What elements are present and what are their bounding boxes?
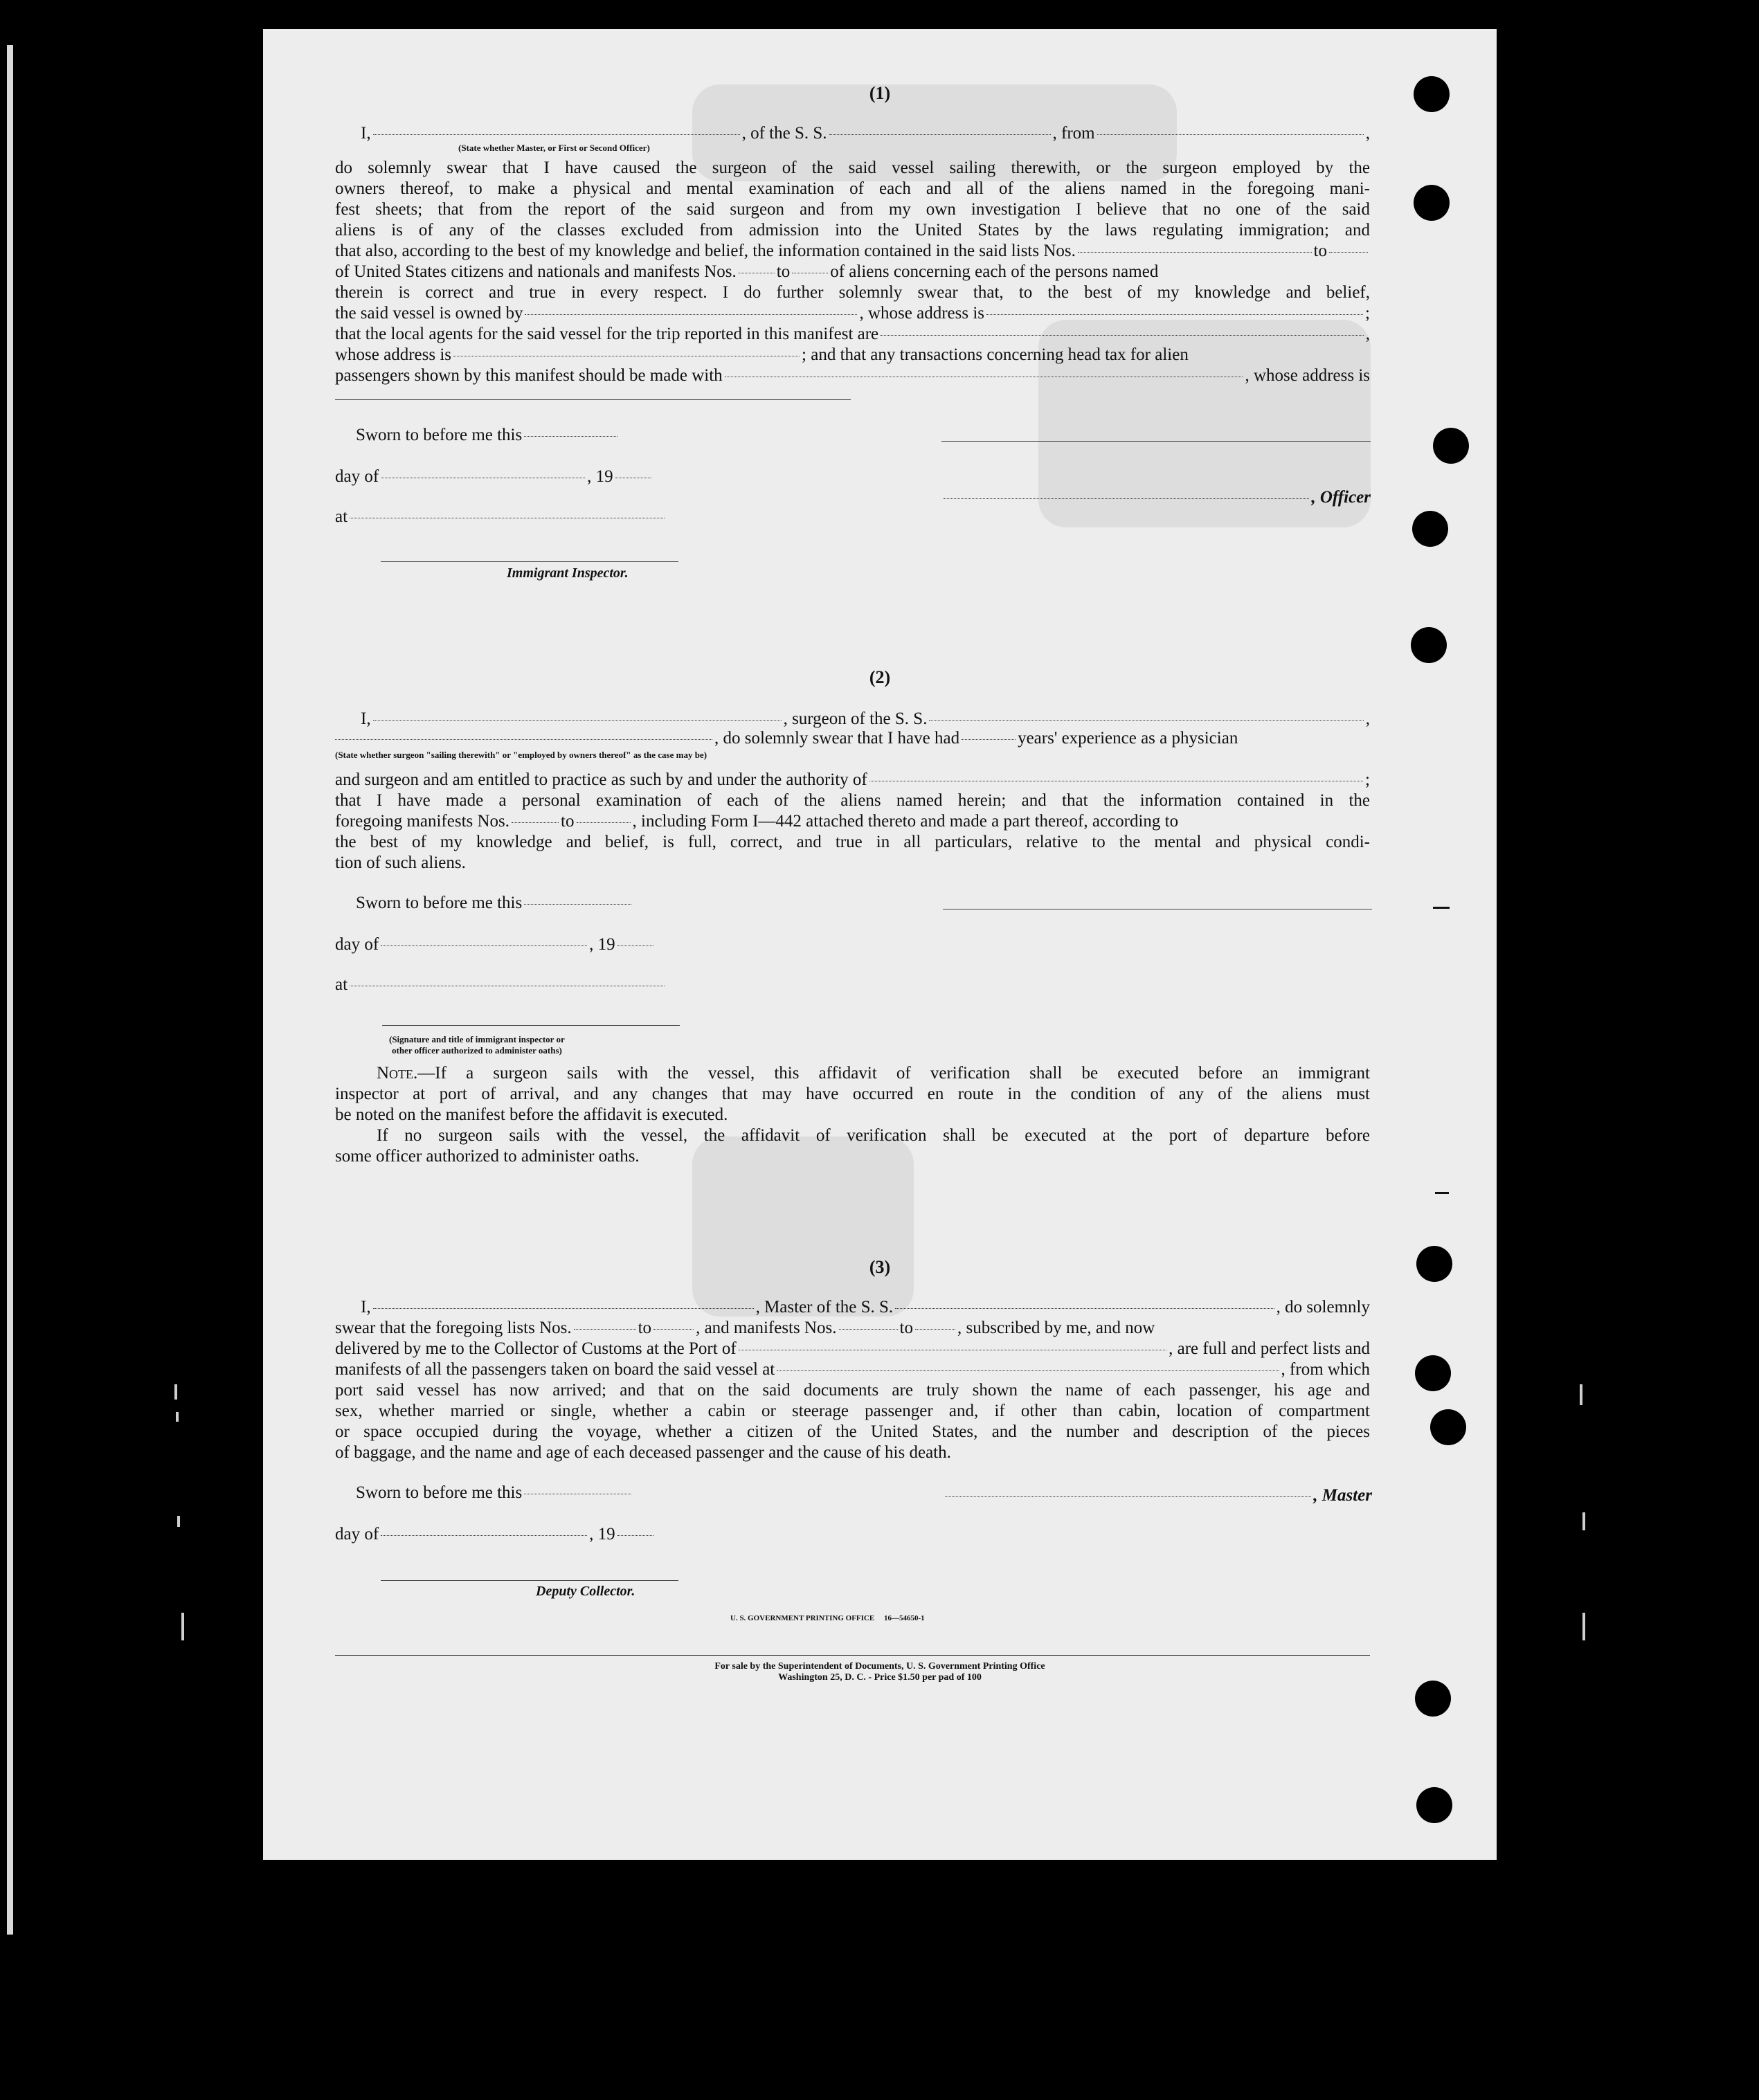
section-1-lists-line: that also, according to the best of my knowledge and belief, the information contained in the said lists Nos. to (335, 241, 1370, 262)
punch-hole (1416, 1787, 1452, 1823)
scan-mark (1580, 1384, 1582, 1405)
officer-note: (State whether Master, or First or Second Officer) (458, 143, 650, 153)
section-3-port-line: delivered by me to the Collector of Customs at the Port of , are full and perfect lists and (335, 1339, 1370, 1358)
master-vessel-field[interactable] (895, 1307, 1274, 1309)
section-3-text-line: of baggage, and the name and age of each deceased passenger and the cause of his death. (335, 1443, 951, 1462)
deputy-collector-label: Deputy Collector. (536, 1584, 635, 1599)
scan-mark (177, 1516, 180, 1527)
head-tax-contact-field[interactable] (725, 376, 1243, 377)
owner-address-field[interactable] (986, 314, 1363, 315)
section-3-boarding-line: manifests of all the passengers taken on board the said vessel at , from which (335, 1360, 1370, 1379)
surgeon-vessel-field[interactable] (929, 719, 1363, 721)
punch-hole (1430, 1409, 1466, 1445)
surgeon-day-field[interactable] (381, 945, 587, 946)
surgeon-note: (State whether surgeon "sailing therewith" or "employed by owners thereof" as the case may be) (335, 750, 707, 760)
section-2-authority-line: and surgeon and am entitled to practice as such by and under the authority of ; (335, 770, 1370, 789)
section-1-manifests-line: of United States citizens and nationals and manifests Nos. to of aliens concerning each of the persons named (335, 262, 1159, 281)
punch-hole (1414, 185, 1450, 221)
section-2-experience-line: , do solemnly swear that I have had years' experience as a physician (335, 728, 1370, 749)
surgeon-place-field[interactable] (350, 985, 665, 986)
officer-signature-field[interactable] (944, 498, 1309, 499)
port-of-arrival-field[interactable] (739, 1349, 1166, 1350)
scan-mark (1582, 1613, 1585, 1640)
section-1-head-tax-line: passengers shown by this manifest should be made with , whose address is (335, 366, 1370, 385)
section-3-lists-line: swear that the foregoing lists Nos. to , and manifests Nos. to , subscribed by me, and now (335, 1319, 1155, 1337)
signature-note-line-2: other officer authorized to administer oaths) (392, 1045, 562, 1056)
section-2-at-line: at (335, 975, 958, 995)
section-3-text-line: or space occupied during the voyage, whether a citizen of the United States, and the number and description of the pieces (335, 1422, 1370, 1441)
agent-address-field[interactable] (453, 355, 800, 356)
printing-office-line: U. S. GOVERNMENT PRINTING OFFICE 16—54650-1 (730, 1614, 925, 1622)
vessel-name-field[interactable] (829, 134, 1051, 135)
year-field[interactable] (615, 477, 651, 478)
sworn-date-field[interactable] (524, 435, 617, 437)
section-2-day-line: day of , 19 (335, 934, 958, 955)
footer-rule (335, 1654, 1370, 1656)
section-1-officer-line: , Officer (941, 487, 1371, 508)
surgeon-year-field[interactable] (617, 945, 653, 946)
surgeon-signature-line[interactable] (943, 908, 1372, 909)
section-1-number: (1) (869, 83, 891, 103)
section-3-number: (3) (869, 1257, 891, 1277)
section-1-owner-line: the said vessel is owned by , whose address is ; (335, 304, 1370, 323)
section-3-text-line: port said vessel has now arrived; and that on the said documents are truly shown the name of each passenger, his age and (335, 1381, 1370, 1400)
scan-edge-strip (7, 45, 13, 1935)
master-lists-to-field[interactable] (653, 1328, 694, 1330)
master-name-field[interactable] (373, 1307, 754, 1309)
note-label: Note. (377, 1064, 418, 1083)
manifests-from-field[interactable] (739, 272, 775, 273)
section-3-master-signature-line: , Master (943, 1485, 1372, 1506)
departure-port-field[interactable] (1097, 134, 1364, 135)
section-1-text-line: owners thereof, to make a physical and mental examination of each and all of the aliens named in the foregoing mani- (335, 179, 1370, 198)
section-3-text-line: sex, whether married or single, whether a cabin or steerage passenger and, if other than cabin, location of compartment (335, 1402, 1370, 1420)
immigrant-inspector-label: Immigrant Inspector. (507, 565, 629, 581)
surgeon-name-field[interactable] (373, 719, 782, 721)
punch-hole (1433, 428, 1469, 464)
master-manifests-to-field[interactable] (915, 1328, 955, 1330)
section-1-agent-address-line: whose address is ; and that any transactions concerning head tax for alien (335, 345, 1189, 364)
section-1-agents-line: that the local agents for the said vessel for the trip reported in this manifest are , (335, 325, 1370, 343)
surgeon-status-field[interactable] (335, 739, 712, 740)
master-year-field[interactable] (617, 1535, 653, 1536)
punch-hole (1412, 511, 1448, 547)
section-1-text-line: aliens is of any of the classes excluded from admission into the United States by the laws regulating immigration; and (335, 221, 1370, 239)
scan-mark (176, 1412, 179, 1422)
section-1-opening-line: I, , of the S. S. , from , (361, 124, 1370, 143)
master-signature-field[interactable] (945, 1496, 1311, 1497)
punch-hole (1411, 627, 1447, 663)
section-1-text-line: fest sheets; that from the report of the said surgeon and from my own investigation I believe that no one of the said (335, 200, 1370, 219)
section-2-number: (2) (869, 667, 891, 687)
authorized-officer-signature-line[interactable] (382, 1024, 680, 1026)
authority-field[interactable] (869, 780, 1363, 781)
note-line: inspector at port of arrival, and any changes that may have occurred en route in the condition of any of the aliens must (335, 1085, 1370, 1103)
officer-signature-line-1[interactable] (941, 440, 1371, 442)
lists-to-field[interactable] (1329, 251, 1368, 253)
section-2-text-line: that I have made a personal examination of each of the aliens named herein; and that the information contained in the (335, 791, 1370, 810)
lists-from-field[interactable] (1078, 251, 1312, 253)
master-lists-from-field[interactable] (574, 1328, 636, 1330)
scan-mark (1435, 1192, 1449, 1194)
inspector-signature-line[interactable] (381, 561, 678, 562)
local-agents-field[interactable] (881, 334, 1364, 336)
section-2-manifests-line: foregoing manifests Nos. to , including Form I—442 attached thereto and made a part thereof, according to (335, 812, 1179, 831)
note-line: some officer authorized to administer oaths. (335, 1147, 640, 1166)
section-3-day-line: day of , 19 (335, 1524, 958, 1545)
section-3-sworn-line: Sworn to before me this (335, 1483, 958, 1503)
scan-mark (1433, 907, 1450, 909)
section-2-surgeon-line: I, , surgeon of the S. S. , (361, 709, 1370, 728)
scan-mark (174, 1384, 177, 1400)
note-line: Note.—If a surgeon sails with the vessel, this affidavit of verification shall be executed before an immigrant (377, 1064, 1370, 1083)
head-tax-address-field[interactable] (335, 399, 851, 400)
deputy-collector-signature-line[interactable] (381, 1579, 678, 1581)
section-2-text-line: the best of my knowledge and belief, is full, correct, and true in all particulars, relative to the mental and physical condi- (335, 833, 1370, 851)
section-2-text-line: tion of such aliens. (335, 853, 466, 872)
section-1-sworn-line: Sworn to before me this (335, 425, 958, 446)
manifests-to-field[interactable] (792, 272, 828, 273)
surgeon-sworn-date-field[interactable] (524, 903, 631, 905)
master-sworn-date-field[interactable] (524, 1493, 631, 1494)
note-line: If no surgeon sails with the vessel, the affidavit of verification shall be executed at the port of departure before (377, 1126, 1370, 1145)
section-3-master-line: I, , Master of the S. S. , do solemnly (361, 1298, 1370, 1316)
section-1-day-line: day of , 19 (335, 467, 958, 487)
place-field[interactable] (350, 517, 665, 518)
footer-price-line: Washington 25, D. C. - Price $1.50 per pad of 100 (778, 1672, 982, 1683)
officer-field[interactable] (373, 134, 740, 135)
section-1-text-line: therein is correct and true in every respect. I do further solemnly swear that, to the best of my knowledge and belief, (335, 283, 1370, 302)
boarding-port-field[interactable] (777, 1370, 1279, 1371)
note-line: be noted on the manifest before the affidavit is executed. (335, 1105, 728, 1124)
master-day-field[interactable] (381, 1535, 587, 1536)
section-2-sworn-line: Sworn to before me this (335, 893, 958, 914)
day-of-month-field[interactable] (381, 477, 585, 478)
master-manifests-from-field[interactable] (839, 1328, 898, 1330)
section-1-at-line: at (335, 507, 958, 527)
section-1-text-line: do solemnly swear that I have caused the surgeon of the said vessel sailing therewith, or the surgeon employed by the (335, 159, 1370, 177)
punch-hole (1415, 1681, 1451, 1717)
surgeon-manifests-to-field[interactable] (577, 822, 631, 823)
scan-mark (1582, 1512, 1585, 1530)
signature-note-line-1: (Signature and title of immigrant inspector or (389, 1034, 565, 1044)
years-experience-field[interactable] (962, 739, 1016, 740)
scan-mark (181, 1613, 184, 1640)
form-sheet (263, 29, 1497, 1860)
footer-sale-line: For sale by the Superintendent of Documents, U. S. Government Printing Office (714, 1661, 1045, 1672)
owner-field[interactable] (525, 314, 857, 315)
surgeon-manifests-from-field[interactable] (512, 822, 559, 823)
punch-hole (1415, 1355, 1451, 1391)
